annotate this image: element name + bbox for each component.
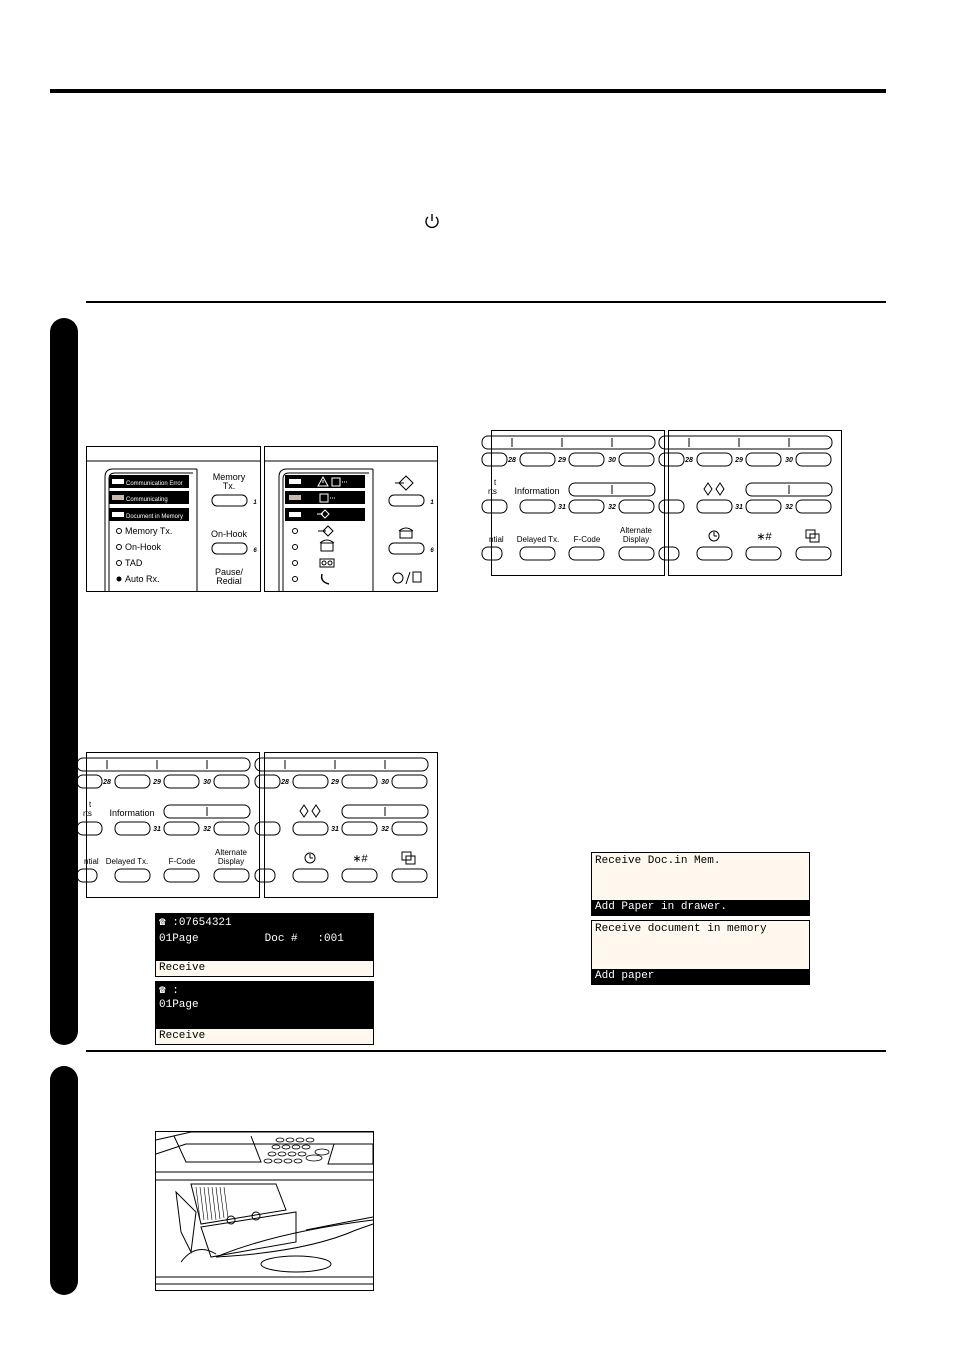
lamp-tad: TAD [125, 558, 143, 568]
lamp-on-hook: On-Hook [125, 542, 162, 552]
keypad-panel-icons-2 [264, 752, 438, 898]
keypad-panel-text-1 [488, 430, 665, 576]
lcd-status: Add Paper in drawer. [595, 901, 728, 913]
on-hook-icon-button[interactable] [389, 543, 424, 554]
svg-text:∗#: ∗# [352, 853, 368, 865]
timer-button[interactable] [293, 869, 328, 882]
on-hook-icon [320, 540, 334, 551]
svg-text:Memory: Memory [212, 472, 246, 482]
lcd-memory-2 [591, 920, 810, 985]
indicator-communicating: Communicating [126, 497, 168, 503]
memory-tx-button[interactable] [212, 495, 247, 506]
svg-text:6: 6 [253, 548, 257, 554]
lcd-memory-1 [591, 852, 810, 916]
indicator-communication-error: Communication Error [126, 481, 183, 487]
delayed-tx-button[interactable] [520, 547, 555, 560]
keypad-panel-text-2 [83, 752, 260, 898]
pause-redial-icon [393, 572, 421, 584]
information-label: Information [514, 486, 560, 496]
svg-text:28: 28 [281, 779, 289, 786]
power-icon [423, 212, 441, 230]
svg-text:32: 32 [608, 504, 616, 511]
f-code-button[interactable] [164, 869, 199, 882]
lcd-line-message: Receive document in memory [595, 923, 767, 935]
svg-text:Alternate: Alternate [619, 526, 653, 535]
copy-button[interactable] [796, 547, 831, 560]
lcd-status: Add paper [595, 970, 655, 982]
svg-text:Pause/: Pause/ [214, 567, 244, 577]
lcd-line-caller: ☎ : [159, 985, 179, 997]
svg-text:ntial: ntial [84, 857, 99, 866]
indicator-document-in-memory: Document in Memory [126, 514, 184, 520]
copy-icon [402, 852, 415, 864]
svg-text:30: 30 [203, 779, 211, 786]
copy-icon [806, 530, 819, 542]
svg-text:29: 29 [153, 779, 161, 786]
timer-icon [305, 853, 315, 863]
lamp-memory-tx: Memory Tx. [125, 526, 173, 536]
svg-text:t: t [494, 478, 497, 487]
svg-text:32: 32 [203, 826, 211, 833]
memory-tx-lamp-icon [318, 526, 333, 536]
star-hash-icon [756, 531, 772, 543]
svg-text:1: 1 [430, 500, 434, 506]
svg-text:t: t [89, 800, 92, 809]
section-tab-1 [50, 318, 78, 1045]
memory-tx-icon-button[interactable] [389, 495, 424, 506]
svg-text:F-Code: F-Code [168, 857, 196, 866]
diamond-arrows-icon [300, 805, 320, 817]
lcd-line-page: 01Page [159, 999, 199, 1011]
svg-text:rts: rts [488, 487, 497, 496]
auto-rx-icon [322, 574, 329, 584]
svg-text:30: 30 [381, 779, 389, 786]
star-hash-button[interactable] [342, 869, 377, 882]
timer-button[interactable] [697, 547, 732, 560]
section-tab-2 [50, 1066, 78, 1295]
delayed-tx-button[interactable] [115, 869, 150, 882]
svg-text:31: 31 [558, 504, 566, 511]
svg-text:28: 28 [103, 779, 111, 786]
lamp-auto-rx: Auto Rx. [125, 574, 160, 584]
lcd-line-caller: ☎ :07654321 [159, 917, 232, 929]
lcd-status: Receive [159, 962, 206, 974]
svg-text:30: 30 [608, 457, 616, 464]
svg-text:31: 31 [735, 504, 743, 511]
diamond-arrows-icon [704, 483, 724, 495]
svg-text:1: 1 [253, 500, 257, 506]
section-rule-1 [86, 301, 886, 303]
top-rule [50, 89, 886, 93]
svg-text:32: 32 [785, 504, 793, 511]
svg-text:Display: Display [622, 535, 650, 544]
svg-text:Tx.: Tx. [222, 481, 236, 491]
lcd-line-message: Receive Doc.in Mem. [595, 855, 721, 867]
f-code-label: F-Code [573, 535, 601, 544]
lcd-receive-2 [155, 981, 374, 1045]
f-code-button[interactable] [569, 547, 604, 560]
star-hash-button[interactable] [746, 547, 781, 560]
keypad-panel-icons-1 [668, 430, 842, 576]
star-hash-icon [352, 853, 368, 865]
on-hook-label: On-Hook [210, 529, 248, 539]
send-icon [395, 476, 413, 490]
svg-text:∗#: ∗# [756, 531, 772, 543]
svg-text:32: 32 [381, 826, 389, 833]
svg-text:29: 29 [558, 457, 566, 464]
svg-text:rts: rts [83, 809, 92, 818]
section-rule-2 [86, 1050, 886, 1052]
control-panel-icons [264, 446, 438, 592]
on-hook-key-icon [399, 528, 413, 538]
svg-text:Alternate: Alternate [214, 848, 248, 857]
fax-output-tray-illustration [155, 1131, 374, 1291]
svg-text:Delayed Tx.: Delayed Tx. [105, 857, 149, 866]
control-panel-text [86, 446, 261, 592]
timer-icon [709, 531, 719, 541]
svg-text:28: 28 [508, 457, 516, 464]
svg-text:31: 31 [153, 826, 161, 833]
svg-text:6: 6 [430, 548, 434, 554]
lcd-line-page: 01Page Doc # :001 [159, 933, 344, 945]
delayed-tx-label: Delayed Tx. [516, 535, 560, 544]
svg-text:Redial: Redial [216, 576, 242, 586]
svg-text:29: 29 [331, 779, 339, 786]
svg-text:ntial: ntial [489, 535, 504, 544]
svg-text:29: 29 [735, 457, 743, 464]
copy-button[interactable] [392, 869, 427, 882]
svg-text:28: 28 [685, 457, 693, 464]
svg-text:Display: Display [217, 857, 245, 866]
alternate-display-button[interactable] [214, 869, 249, 882]
lcd-receive-1 [155, 913, 374, 977]
svg-text:31: 31 [331, 826, 339, 833]
svg-text:30: 30 [785, 457, 793, 464]
svg-text:Information: Information [109, 808, 155, 818]
on-hook-button[interactable] [212, 543, 247, 554]
lcd-status: Receive [159, 1030, 206, 1042]
tad-icon [320, 559, 334, 567]
alternate-display-button[interactable] [619, 547, 654, 560]
